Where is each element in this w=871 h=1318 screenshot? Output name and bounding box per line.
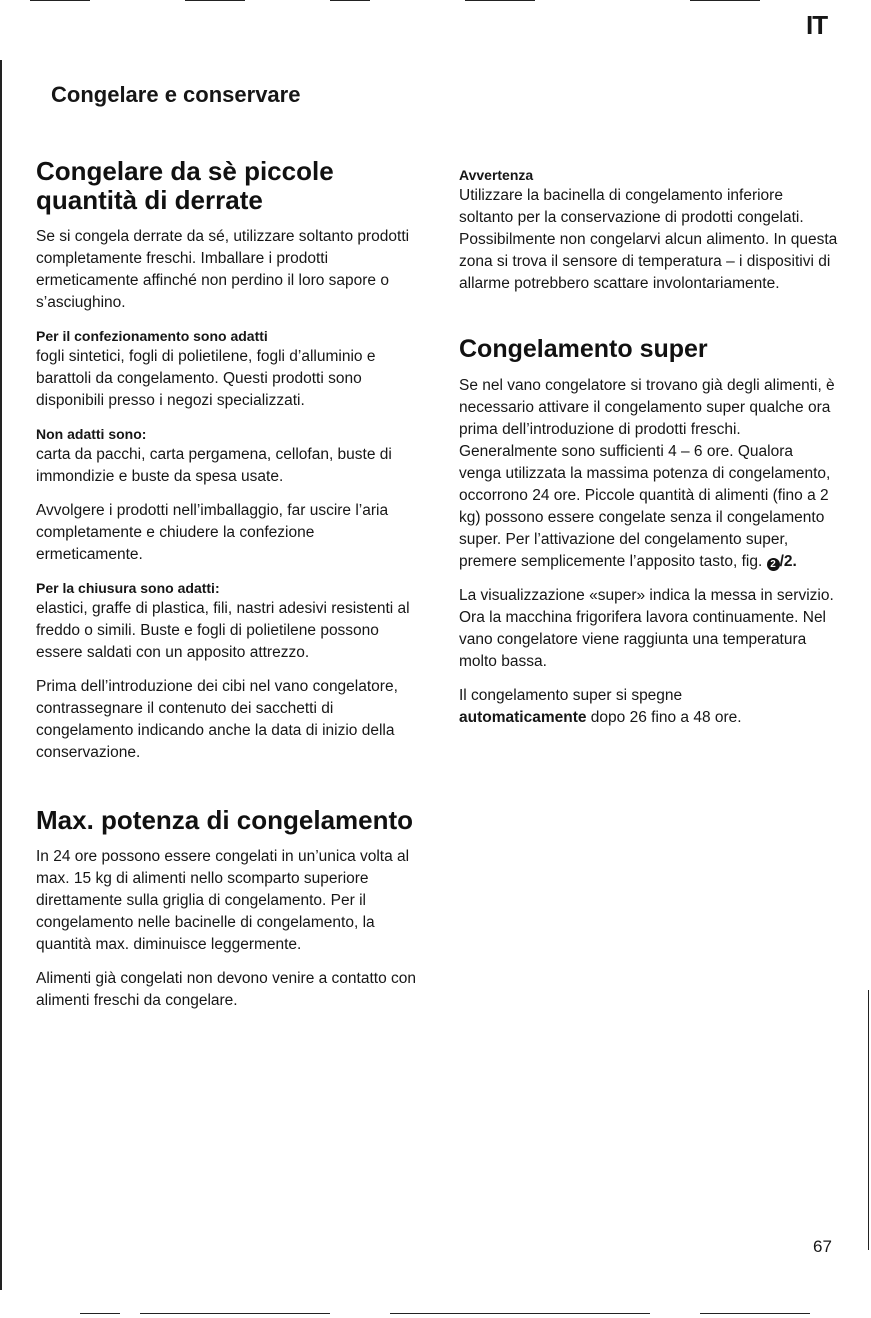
paragraph-text: fogli sintetici, fogli di polietilene, fogli d’alluminio e barattoli da congelamento. Questi prodotti sono disponibili presso i negozi specializzati. [36, 348, 376, 409]
paragraph [36, 326, 420, 412]
scan-mark-top [30, 0, 90, 1]
paragraph [36, 578, 420, 664]
paragraph: Alimenti già congelati non devono venire a contatto con alimenti freschi da congelare. [36, 970, 416, 1009]
scan-mark-bottom [390, 1313, 650, 1314]
warning-block [459, 165, 839, 295]
page-title: Congelare e conservare [51, 82, 301, 107]
scan-mark-bottom [700, 1313, 810, 1314]
right-column [459, 165, 839, 741]
paragraph-text: elastici, graffe di plastica, fili, nastri adesivi resistenti al freddo o simili. Buste e fogli di polietilene possono essere saldati con un apposito attrezzo. [36, 600, 410, 661]
scan-mark-top [690, 0, 760, 1]
subheading: Per il confezionamento sono adatti [36, 328, 268, 344]
scan-mark-top [465, 0, 535, 1]
paragraph-text: Il congelamento super si spegne [459, 687, 683, 704]
paragraph-text: dopo 26 fino a 48 ore. [590, 709, 742, 726]
page-number: 67 [813, 1237, 832, 1256]
figure-number-icon: 2 [767, 558, 780, 571]
paragraph [36, 424, 420, 488]
paragraph: In 24 ore possono essere congelati in un’unica volta al max. 15 kg di alimenti nello scomparto superiore direttamente sulla griglia di congelamento. Per il congelamento nelle bacinelle di congelamento, la quantità max. diminuisce leggermente. [36, 848, 410, 953]
language-code: IT [806, 10, 828, 40]
heading-small-quantities: Congelare da sè piccole quantità di derrate [36, 156, 334, 215]
paragraph-text: Se nel vano congelatore si trovano già degli alimenti, è necessario attivare il congelamento super qualche ora prima dell’introduzione di prodotti freschi. Generalmente sono sufficienti 4 – 6 ore. Qualora venga utilizzata la massima potenza di congelamento, occorrono 24 ore. Piccole quantità di alimenti (fino a 2 kg) possono essere congelate senza il congelamento super. Per l’attivazione del congelamento super, premere semplicemente l’apposito tasto, fig. [459, 377, 835, 570]
paragraph: Se si congela derrate da sé, utilizzare soltanto prodotti completamente freschi. Imballare i prodotti ermeticamente affinché non perdino il loro sapore o s’asciughino. [36, 228, 410, 311]
paragraph: La visualizzazione «super» indica la messa in servizio. Ora la macchina frigorifera lavora continuamente. Nel vano congelatore viene raggiunta una temperatura molto bassa. [459, 587, 834, 670]
scan-mark-bottom [140, 1313, 330, 1314]
paragraph: Avvolgere i prodotti nell’imballaggio, far uscire l’aria completamente e chiudere la confezione ermeticamente. [36, 502, 389, 563]
scan-edge-left [0, 60, 2, 1290]
scan-mark-top [330, 0, 370, 1]
scan-edge-right [868, 990, 869, 1250]
paragraph [459, 685, 839, 729]
heading-max-freezing: Max. potenza di congelamento [36, 805, 414, 835]
paragraph-text: carta da pacchi, carta pergamena, cellofan, buste di immondizie e buste da spesa usate. [36, 446, 392, 485]
subheading: Per la chiusura sono adatti: [36, 580, 220, 596]
warning-text: Utilizzare la bacinella di congelamento inferiore soltanto per la conservazione di prodotti congelati. Possibilmente non congelarvi alcun alimento. In questa zona si trova il sensore di temperatura – i dispositivi di allarme potrebbero scattare involontariamente. [459, 187, 838, 292]
emphasis-text: automaticamente [459, 709, 587, 726]
left-column [36, 157, 420, 1024]
subheading: Non adatti sono: [36, 426, 147, 442]
scan-mark-top [185, 0, 245, 1]
heading-super-freezing: Congelamento super [459, 335, 708, 363]
paragraph [459, 375, 839, 573]
figure-suffix: /2. [779, 553, 797, 570]
warning-subheading: Avvertenza [459, 167, 534, 183]
scan-mark-bottom [80, 1313, 120, 1314]
paragraph: Prima dell’introduzione dei cibi nel vano congelatore, contrassegnare il contenuto dei sacchetti di congelamento indicando anche la data di inizio della conservazione. [36, 678, 398, 761]
